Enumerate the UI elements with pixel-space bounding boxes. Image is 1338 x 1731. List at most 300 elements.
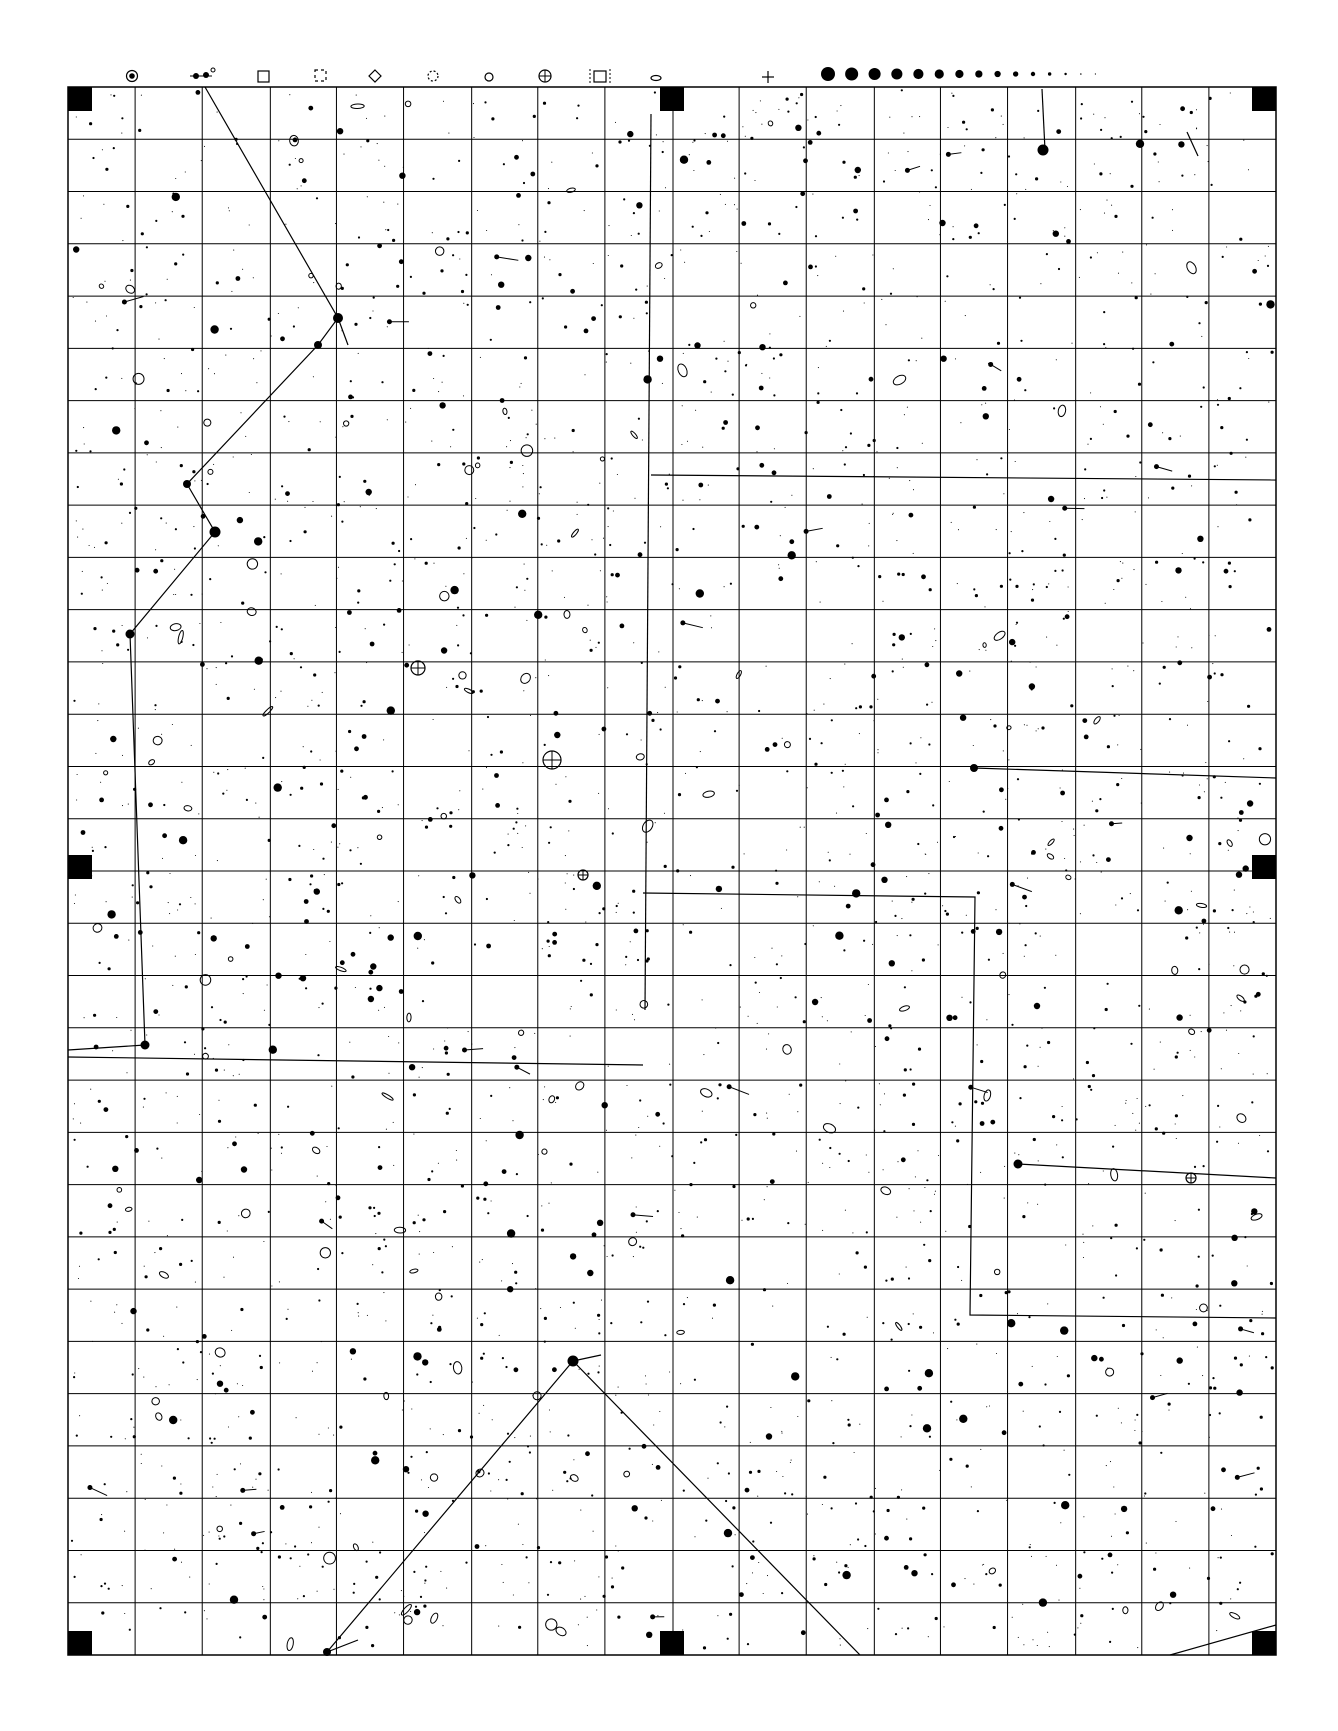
star xyxy=(931,702,932,703)
star xyxy=(1155,273,1156,274)
star xyxy=(842,217,844,219)
star xyxy=(788,551,796,559)
star xyxy=(1113,715,1115,717)
star xyxy=(285,1543,286,1544)
star xyxy=(446,687,447,688)
star xyxy=(879,1083,880,1084)
star xyxy=(341,521,343,523)
star xyxy=(800,191,805,196)
star xyxy=(683,924,684,925)
star xyxy=(465,1562,467,1564)
star xyxy=(166,1504,167,1505)
star xyxy=(541,1229,544,1232)
star xyxy=(1127,666,1128,667)
star xyxy=(1100,129,1102,131)
star xyxy=(1139,461,1141,463)
star xyxy=(1194,174,1195,175)
star xyxy=(214,373,215,374)
star xyxy=(974,223,979,228)
star xyxy=(681,1234,684,1237)
star xyxy=(606,353,608,355)
star xyxy=(81,830,86,835)
star xyxy=(419,1231,420,1232)
star xyxy=(387,229,389,231)
star xyxy=(712,1318,713,1319)
bright-star xyxy=(314,341,322,349)
star xyxy=(874,1130,875,1131)
star xyxy=(766,666,767,667)
star xyxy=(1158,161,1159,162)
bright-star xyxy=(210,527,221,538)
star xyxy=(1068,1474,1070,1476)
star xyxy=(893,633,896,636)
star xyxy=(161,734,162,735)
star xyxy=(501,1564,502,1565)
star xyxy=(438,391,439,392)
star xyxy=(366,489,372,495)
star xyxy=(544,616,547,619)
star xyxy=(289,540,291,542)
star xyxy=(565,909,566,910)
star xyxy=(1121,1506,1127,1512)
star xyxy=(114,934,119,939)
star xyxy=(237,1383,238,1384)
star xyxy=(490,339,492,341)
star xyxy=(573,1459,574,1460)
star xyxy=(993,288,995,290)
star xyxy=(1145,1193,1146,1194)
star xyxy=(276,626,278,628)
star xyxy=(130,1308,136,1314)
star xyxy=(167,389,170,392)
star xyxy=(517,833,518,834)
star xyxy=(293,138,298,143)
star xyxy=(227,1147,228,1148)
star xyxy=(823,704,824,705)
star xyxy=(138,728,139,729)
star xyxy=(518,1524,519,1525)
star xyxy=(617,1616,620,1619)
star xyxy=(758,1562,759,1563)
star xyxy=(1126,1531,1129,1534)
star xyxy=(1222,256,1224,258)
star xyxy=(569,1163,572,1166)
star xyxy=(770,1522,772,1524)
star xyxy=(108,1203,113,1208)
star xyxy=(398,1042,399,1043)
star xyxy=(1105,347,1106,348)
star xyxy=(1046,1556,1047,1557)
star xyxy=(884,1093,885,1094)
star xyxy=(216,667,217,668)
star xyxy=(1026,1045,1028,1047)
star xyxy=(868,984,869,985)
star xyxy=(351,1359,352,1360)
star xyxy=(113,1228,116,1231)
star xyxy=(806,1496,807,1497)
star xyxy=(680,249,681,250)
star xyxy=(239,1636,241,1638)
star xyxy=(517,813,518,814)
star xyxy=(633,1256,634,1257)
star xyxy=(986,473,988,475)
star xyxy=(690,875,691,876)
star xyxy=(660,526,661,527)
star xyxy=(281,573,282,574)
star xyxy=(262,757,264,759)
star xyxy=(768,222,771,225)
star xyxy=(763,1593,764,1594)
star xyxy=(969,1001,971,1003)
star xyxy=(1207,675,1212,680)
star xyxy=(601,304,603,306)
star xyxy=(642,1247,644,1249)
star xyxy=(310,1131,315,1136)
star xyxy=(294,1545,296,1547)
star xyxy=(607,1256,608,1257)
star xyxy=(1196,927,1198,929)
star xyxy=(1243,758,1244,759)
star xyxy=(550,1561,552,1563)
star xyxy=(891,1339,893,1341)
star xyxy=(587,605,588,606)
star xyxy=(419,1254,420,1255)
star xyxy=(190,897,191,898)
star xyxy=(1138,383,1141,386)
star xyxy=(443,1434,444,1435)
star xyxy=(554,711,559,716)
star xyxy=(870,1496,873,1499)
star xyxy=(604,1245,605,1246)
star xyxy=(866,1231,868,1233)
star xyxy=(439,1289,441,1291)
star xyxy=(510,440,511,441)
star xyxy=(845,1210,846,1211)
star xyxy=(1038,728,1039,729)
star xyxy=(358,1312,359,1313)
star xyxy=(639,1246,641,1248)
star xyxy=(549,946,550,947)
star xyxy=(547,1594,549,1596)
star xyxy=(1092,854,1094,856)
star xyxy=(1231,1005,1232,1006)
star xyxy=(218,1120,221,1123)
star xyxy=(749,1471,752,1474)
star xyxy=(225,355,226,356)
star xyxy=(548,188,549,189)
star xyxy=(1161,1294,1164,1297)
star xyxy=(973,588,975,590)
star xyxy=(630,363,631,364)
star xyxy=(976,459,977,460)
star xyxy=(1267,1073,1268,1074)
star xyxy=(452,876,455,879)
star xyxy=(640,1321,642,1323)
star xyxy=(1213,1387,1216,1390)
star xyxy=(313,376,314,377)
star xyxy=(543,102,546,105)
star xyxy=(1145,1106,1146,1107)
star xyxy=(1065,869,1067,871)
star xyxy=(632,1505,638,1511)
star xyxy=(922,443,923,444)
star xyxy=(1155,1127,1158,1130)
star xyxy=(929,205,930,206)
star xyxy=(616,1009,617,1010)
star xyxy=(207,483,209,485)
registration-square xyxy=(1252,1631,1276,1655)
star xyxy=(913,1210,914,1211)
star xyxy=(1015,585,1018,588)
star xyxy=(366,139,369,142)
star xyxy=(226,790,227,791)
star xyxy=(1220,1557,1222,1559)
star xyxy=(957,1266,959,1268)
star xyxy=(921,574,926,579)
star xyxy=(852,1232,853,1233)
star xyxy=(110,736,116,742)
star xyxy=(781,1433,782,1434)
star xyxy=(829,1147,831,1149)
star xyxy=(215,1069,218,1072)
star xyxy=(737,209,738,210)
star xyxy=(1058,1600,1059,1601)
star xyxy=(331,516,332,517)
star xyxy=(448,133,449,134)
star xyxy=(885,822,891,828)
star xyxy=(320,759,321,760)
star xyxy=(692,226,694,228)
star xyxy=(1233,965,1234,966)
star xyxy=(415,1510,418,1513)
star xyxy=(804,827,805,828)
star xyxy=(598,642,600,644)
star xyxy=(486,898,488,900)
star xyxy=(890,1027,892,1029)
star xyxy=(1246,439,1248,441)
star xyxy=(962,121,965,124)
star xyxy=(591,539,592,540)
star xyxy=(1234,890,1235,891)
star xyxy=(799,1084,802,1087)
star xyxy=(923,1244,925,1246)
star xyxy=(514,1047,515,1048)
star xyxy=(834,886,835,887)
star xyxy=(135,568,140,573)
star xyxy=(893,268,894,269)
star xyxy=(1239,1582,1241,1584)
star xyxy=(1225,782,1226,783)
star xyxy=(1142,642,1143,643)
star xyxy=(240,412,241,413)
star xyxy=(969,236,972,239)
star xyxy=(911,116,912,117)
star xyxy=(1092,1225,1093,1226)
star xyxy=(366,1561,368,1563)
star xyxy=(458,1429,461,1432)
star xyxy=(1120,561,1121,562)
star xyxy=(181,782,182,783)
star xyxy=(76,799,77,800)
star xyxy=(1047,1632,1048,1633)
star xyxy=(1111,205,1112,206)
star xyxy=(1267,265,1269,267)
star xyxy=(452,678,454,680)
star xyxy=(980,172,982,174)
star xyxy=(822,1230,823,1231)
star xyxy=(506,1479,508,1481)
star xyxy=(863,474,865,476)
star xyxy=(318,1299,320,1301)
star xyxy=(590,640,591,641)
star xyxy=(1146,244,1147,245)
star xyxy=(909,1425,911,1427)
star xyxy=(757,1470,760,1473)
star xyxy=(808,140,813,145)
star xyxy=(1138,1005,1140,1007)
star xyxy=(155,549,156,550)
star xyxy=(521,239,523,241)
star xyxy=(181,215,184,218)
star xyxy=(682,1629,683,1630)
star xyxy=(868,545,869,546)
star xyxy=(773,394,775,396)
star xyxy=(1262,972,1265,975)
star xyxy=(353,1592,355,1594)
star xyxy=(1057,1356,1058,1357)
star xyxy=(894,915,896,917)
star xyxy=(486,230,487,231)
star xyxy=(1172,209,1173,210)
star xyxy=(910,1068,912,1070)
star xyxy=(1040,1047,1041,1048)
star xyxy=(778,564,779,565)
star xyxy=(1175,906,1183,914)
star xyxy=(935,186,937,188)
star xyxy=(828,852,829,853)
star xyxy=(852,557,854,559)
star xyxy=(242,269,243,270)
star xyxy=(909,934,911,936)
star xyxy=(812,999,818,1005)
star xyxy=(1191,891,1192,892)
star xyxy=(1009,429,1010,430)
star xyxy=(1065,1244,1066,1245)
star xyxy=(772,470,777,475)
star xyxy=(101,1514,102,1515)
star xyxy=(612,832,614,834)
star xyxy=(875,1533,876,1534)
star xyxy=(281,1153,282,1154)
star xyxy=(917,1150,918,1151)
star xyxy=(769,377,770,378)
star xyxy=(1056,645,1057,646)
star xyxy=(263,1599,264,1600)
star xyxy=(1070,704,1073,707)
star xyxy=(185,390,186,391)
star xyxy=(789,1094,790,1095)
star xyxy=(958,529,959,530)
star xyxy=(422,1511,428,1517)
star xyxy=(172,724,173,725)
star xyxy=(254,537,262,545)
star xyxy=(552,570,553,571)
star xyxy=(1202,1375,1203,1376)
star xyxy=(680,1383,681,1384)
star xyxy=(1063,618,1065,620)
star xyxy=(689,931,692,934)
star xyxy=(1244,1236,1246,1238)
star xyxy=(81,593,83,595)
star xyxy=(233,250,234,251)
star xyxy=(1105,1008,1108,1011)
star xyxy=(470,652,472,654)
star xyxy=(426,1451,428,1453)
star xyxy=(129,512,131,514)
star xyxy=(715,699,720,704)
star xyxy=(402,652,403,653)
star xyxy=(238,1416,239,1417)
star xyxy=(255,1479,256,1480)
star xyxy=(806,713,807,714)
star xyxy=(1171,1297,1172,1298)
star xyxy=(524,564,525,565)
star xyxy=(507,1498,508,1499)
star xyxy=(430,1428,431,1429)
star xyxy=(79,1266,80,1267)
magnitude-dot xyxy=(1080,73,1082,75)
star xyxy=(951,1582,956,1587)
star xyxy=(1249,1319,1252,1322)
star xyxy=(1024,389,1026,391)
star xyxy=(431,352,432,353)
star xyxy=(160,559,163,562)
star xyxy=(452,1246,453,1247)
star xyxy=(522,486,523,487)
star xyxy=(1130,893,1131,894)
star xyxy=(768,1033,769,1034)
star xyxy=(715,1028,716,1029)
star xyxy=(815,235,817,237)
star xyxy=(1267,627,1272,632)
star xyxy=(1162,432,1163,433)
star xyxy=(229,210,230,211)
star xyxy=(245,944,250,949)
star xyxy=(843,949,845,951)
star xyxy=(239,1074,240,1075)
star xyxy=(195,903,196,904)
star xyxy=(100,1585,102,1587)
star xyxy=(787,1283,788,1284)
star xyxy=(1009,639,1015,645)
star xyxy=(311,700,312,701)
star xyxy=(312,1371,313,1372)
star xyxy=(1115,1274,1117,1276)
star xyxy=(566,1480,568,1482)
star xyxy=(985,1573,987,1575)
star xyxy=(1008,994,1009,995)
star xyxy=(125,1438,126,1439)
star xyxy=(952,95,954,97)
star xyxy=(541,543,543,545)
star xyxy=(750,1555,755,1560)
star xyxy=(1172,230,1173,231)
star xyxy=(925,854,926,855)
star xyxy=(982,386,987,391)
star xyxy=(1149,1009,1150,1010)
star xyxy=(1216,1630,1217,1631)
star xyxy=(1226,246,1227,247)
